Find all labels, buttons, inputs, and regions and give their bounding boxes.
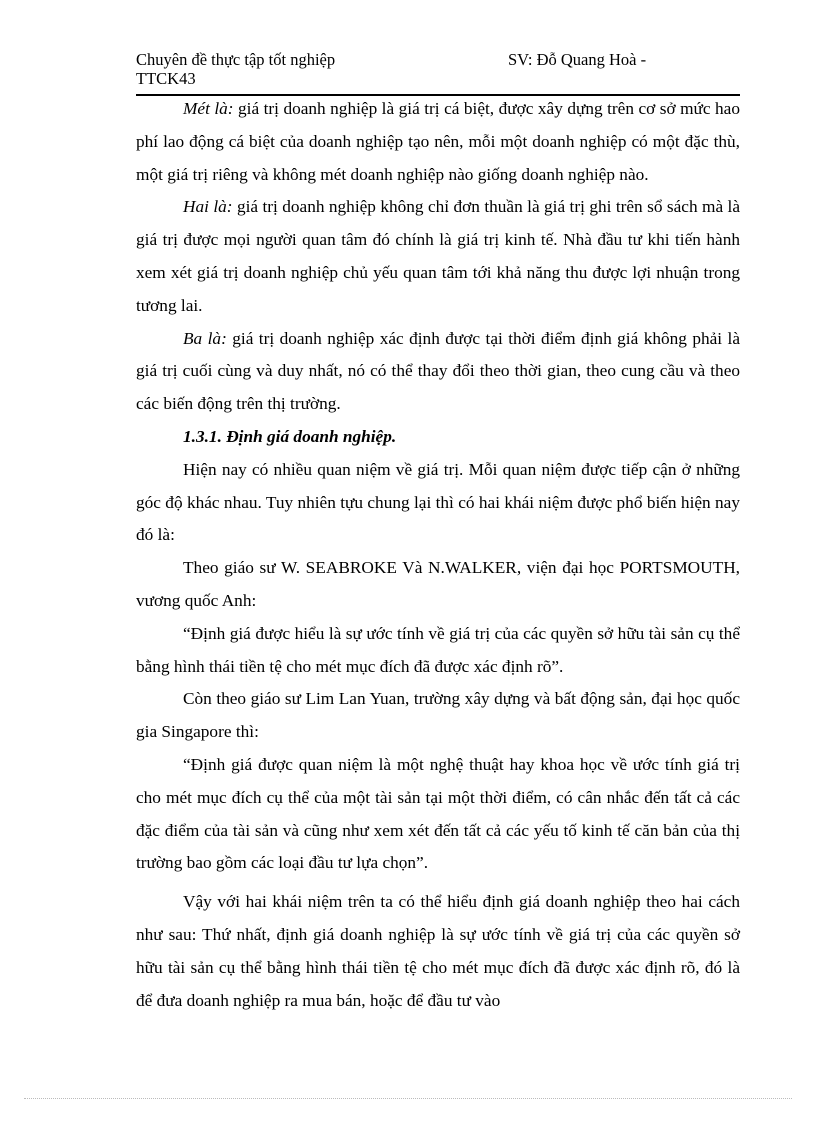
point-text: giá trị doanh nghiệp là giá trị cá biệt, được xây dựng trên cơ sở mức hao phí lao động cá biệt của doanh nghiệp tạo nên, mỗi một doanh nghiệp có một đặc thù, một giá trị riêng và không mét doanh nghiệp nào giống doanh nghiệp nào. bbox=[136, 99, 740, 184]
body-paragraph: Vậy với hai khái niệm trên ta có thể hiểu định giá doanh nghiệp theo hai cách như sau: Thứ nhất, định giá doanh nghiệp là sự ước tính về giá trị của các quyền sở hữu tài sản cụ thể bằng hình thái tiền tệ cho mét mục đích đã được xác định rõ, đó là để đưa doanh nghiệp ra mua bán, hoặc để đầu tư vào bbox=[136, 892, 740, 1010]
point-text: giá trị doanh nghiệp xác định được tại thời điểm định giá không phải là giá trị cuối cùng và duy nhất, nó có thể thay đổi theo thời gian, theo cung cầu và theo các biến động trên thị trường. bbox=[136, 328, 740, 414]
header-row bbox=[136, 50, 740, 69]
page-bottom-divider bbox=[24, 1098, 792, 1099]
document-body bbox=[136, 93, 740, 1017]
point-text: giá trị doanh nghiệp không chỉ đơn thuần là giá trị ghi trên sổ sách mà là giá trị được mọi người quan tâm đó chính là giá trị kinh tế. Nhà đầu tư khi tiến hành xem xét giá trị doanh nghiệp chủ yếu quan tâm tới khả năng thu được lợi nhuận trong tương lai. bbox=[136, 197, 740, 315]
point-label: Ba là: bbox=[183, 328, 227, 348]
header-class: TTCK43 bbox=[136, 69, 196, 88]
page-header bbox=[136, 50, 740, 88]
header-student: SV: Đỗ Quang Hoà - bbox=[508, 50, 647, 69]
point-label: Hai là: bbox=[183, 197, 233, 217]
body-paragraph: Còn theo giáo sư Lim Lan Yuan, trường xây dựng và bất động sản, đại học quốc gia Singapore thì: bbox=[136, 689, 740, 742]
point-label: Mét là: bbox=[183, 99, 234, 118]
body-paragraph: Theo giáo sư W. SEABROKE Và N.WALKER, viện đại học PORTSMOUTH, vương quốc Anh: bbox=[136, 558, 740, 610]
paragraph-point-2 bbox=[136, 191, 740, 322]
header-title: Chuyên đề thực tập tốt nghiệp bbox=[136, 50, 336, 69]
paragraph-point-3 bbox=[136, 323, 740, 421]
body-paragraph: Hiện nay có nhiều quan niệm về giá trị. Mỗi quan niệm được tiếp cận ở những góc độ khác nhau. Tuy nhiên tựu chung lại thì có hai khái niệm được phổ biến hiện nay đó là: bbox=[136, 459, 740, 545]
paragraph-point-1 bbox=[136, 93, 740, 191]
quote-paragraph: “Định giá được quan niệm là một nghệ thuật hay khoa học về ước tính giá trị cho mét mục đích cụ thể của một tài sản tại một thời điểm, có cân nhắc đến tất cả các đặc điểm của tài sản và cũng như xem xét đến tất cả các yếu tố kinh tế căn bản của thị trường bao gồm các loại đầu tư lựa chọn”. bbox=[136, 754, 740, 873]
section-heading: 1.3.1. Định giá doanh nghiệp. bbox=[183, 426, 397, 446]
quote-paragraph: “Định giá được hiểu là sự ước tính về giá trị của các quyền sở hữu tài sản cụ thể bằng hình thái tiền tệ cho mét mục đích đã được xác định rõ”. bbox=[136, 623, 740, 676]
